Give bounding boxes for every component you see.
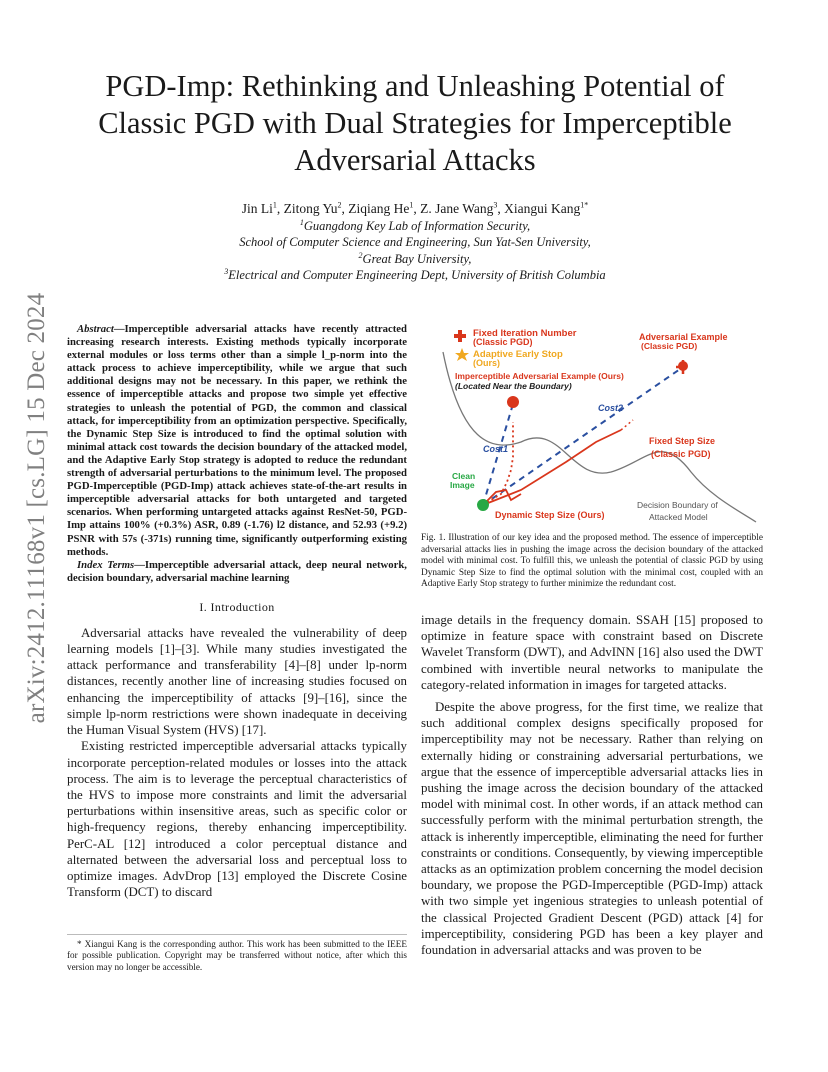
figure-caption: Fig. 1. Illustration of our key idea and the proposed method. The essence of imperceptible adversarial attacks lies in pushing the image across the decision boundary of the attacked model with minimal cost. To fulfill this, we unleash the potential of classic PGD by using Dynamic Step Size to find the optimal solution with the minimal cost, coupled with an Adaptive Early Stop strategy to further minimize the redundant cost. <box>421 533 763 589</box>
left-column <box>67 323 407 900</box>
affiliation-2: $^2$Great Bay University, <box>358 250 472 266</box>
legend-imperceptible: Imperceptible Adversarial Example (Ours) <box>455 371 624 381</box>
author-name: Z. Jane Wang$^3$ <box>420 200 498 216</box>
author-name: Xiangui Kang$^{1*}$ <box>504 200 589 216</box>
author-name: Ziqiang He$^1$ <box>348 200 414 216</box>
arxiv-id: arXiv:2412.11168v1 [cs.LG] 15 Dec 2024 <box>23 292 50 723</box>
imperceptible-example-dot <box>507 396 519 408</box>
adv-example-sub: (Classic PGD) <box>641 341 698 351</box>
dynamic-step-label: Dynamic Step Size (Ours) <box>495 510 605 520</box>
fixed-path <box>483 430 621 505</box>
index-terms <box>67 559 407 585</box>
figure-1 <box>421 322 763 529</box>
index-terms-label: Index Terms <box>77 558 135 571</box>
intro-paragraph-1: Adversarial attacks have revealed the vulnerability of deep learning models [1]–[3]. While many studies investigated the attack performance and transferability [4]–[8] under lp-norm distances, recently another line of increasing studies focused on enhancing the imperceptibility of attacks [9]–[16], since the simple lp-norm restrictions were shown inadequate in deceiving the Human Visual System (HVS) [17]. <box>67 625 407 738</box>
footnote: * Xiangui Kang is the corresponding author. This work has been submitted to the IEEE for possible publication. Copyright may be transferred without notice, after which this version may no longer be accessible. <box>67 934 407 973</box>
abstract <box>67 323 407 559</box>
author-name: Jin Li$^1$ <box>241 200 277 216</box>
figure-diagram <box>421 322 763 529</box>
right-column <box>421 612 763 958</box>
abstract-label: Abstract <box>77 323 114 335</box>
star-icon <box>455 348 469 361</box>
cost1-line <box>483 404 513 505</box>
boundary-label: Decision Boundary of <box>637 500 718 510</box>
author-name: Zitong Yu$^2$ <box>283 200 342 216</box>
author-block <box>80 201 750 284</box>
fixed-path-continue <box>621 420 633 430</box>
abstract-text: —Imperceptible adversarial attacks have recently attracted increasing research interests. Existing methods typically incorporate external modules or loss terms other than a simple l_p-norm into the attack process to achieve imperceptibility, while we argue that such additional designs may not be necessary. In this paper, we rethink the essence of imperceptible attacks and propose two simple yet effective strategies to unleash the potential of PGD, the common and classical attack, for imperceptibility from an optimization perspective. Specifically, the Dynamic Step Size is introduced to find the optimal solution with minimal attack cost towards the decision boundary of the attacked model, and the Adaptive Early Stop strategy is adopted to reduce the redundant strength of adversarial perturbations to the minimum level. The proposed PGD-Imperceptible (PGD-Imp) attack achieves state-of-the-art results in imperceptible adversarial attacks for both untargeted and targeted scenarios. When performing untargeted attacks against ResNet-50, PGD-Imp attains 100% (+0.3%) ASR, 0.89 (-1.76) l2 distance, and 52.93 (+9.2) PSNR with 57s (-371s) running time, significantly outperforming existing methods. <box>67 323 407 558</box>
author-names: Jin Li$^1$, Zitong Yu$^2$, Ziqiang He$^1$, Z. Jane Wang$^3$, Xiangui Kang$^{1*}$ <box>241 200 589 216</box>
paper-title: PGD-Imp: Rethinking and Unleashing Potential of Classic PGD with Dual Strategies for Imperceptible Adversarial Attacks <box>98 69 732 177</box>
right-paragraph-1: image details in the frequency domain. SSAH [15] proposed to optimize in feature space with constraint based on Discrete Wavelet Transform (DWT), and AdvINN [16] also used the DWT combined with invertible neural networks to manipulate the category-related information in images for targeted attacks. <box>421 613 763 692</box>
adv-example-label: Adversarial Example <box>639 332 728 342</box>
clean-label: Clean <box>452 471 476 481</box>
section-heading-introduction: I. Introduction <box>199 599 275 614</box>
right-paragraph-2: Despite the above progress, for the first time, we realize that such additional complex designs specifically proposed for imperceptibility may not be necessary. Rather than relying on externally hiding or constraining adversarial perturbations, we argue that the essence of imperceptible adversarial attacks lies in pushing the image across the decision boundary of the attacked model with minimal cost. In other words, if an attack method can successfully perform with the minimal perturbation strength, the attack is inherently imperceptible, eliminating the need for further constraints or conditions. Consequently, by viewing imperceptible attacks as an optimization problem concerning the model decision boundary, we propose the PGD-Imperceptible (PGD-Imp) attack with two simple yet ingenious strategies to unleash potential of the classical Projected Gradient Descent (PGD) attack [4] for imperceptibility, considering PGD has been a key player and foundation in adversarial attacks and was proven to be <box>421 700 763 958</box>
cross-icon <box>454 330 466 342</box>
image-label: Image <box>450 480 475 490</box>
intro-paragraph-2: Existing restricted imperceptible adversarial attacks typically incorporate perception-related modules or losses into the attack process. The aim is to leverage the perceptual characteristics of the HVS to impose more constraints and limit the adversarial perturbations within insensitive areas, such as specific color or high-frequency regions, thereby enhancing imperceptibility. PerC-AL [12] introduced a color perceptual distance and alternated between the adversarial loss and perceptual loss to optimize images. AdvDrop [13] employed the Discrete Cosine Transform (DCT) to discard <box>67 739 407 900</box>
affiliation-1b: School of Computer Science and Engineering, Sun Yat-Sen University, <box>239 235 591 249</box>
affiliation-3: $^3$Electrical and Computer Engineering Dept, University of British Columbia <box>224 266 606 282</box>
cost1-label: Cost1 <box>483 444 509 454</box>
legend-fixed: Fixed Iteration Number <box>473 328 577 339</box>
legend-adaptive: Adaptive Early Stop <box>473 349 563 360</box>
fixed-step-sub: (Classic PGD) <box>651 449 711 459</box>
index-terms-text: —Imperceptible adversarial attack, deep neural network, decision boundary, adversarial machine learning <box>67 558 407 584</box>
legend-fixed-sub: (Classic PGD) <box>473 337 533 347</box>
affiliation-1: $^1$Guangdong Key Lab of Information Security, <box>299 217 531 233</box>
clean-image-dot <box>477 499 489 511</box>
legend-adaptive-sub: (Ours) <box>473 358 500 368</box>
arxiv-sidebar-stamp <box>22 285 52 730</box>
boundary-sub: Attacked Model <box>649 512 708 522</box>
cost2-label: Cost2 <box>598 403 624 413</box>
fixed-step-label: Fixed Step Size <box>649 436 716 446</box>
legend-imperceptible-sub: (Located Near the Boundary) <box>455 381 572 391</box>
